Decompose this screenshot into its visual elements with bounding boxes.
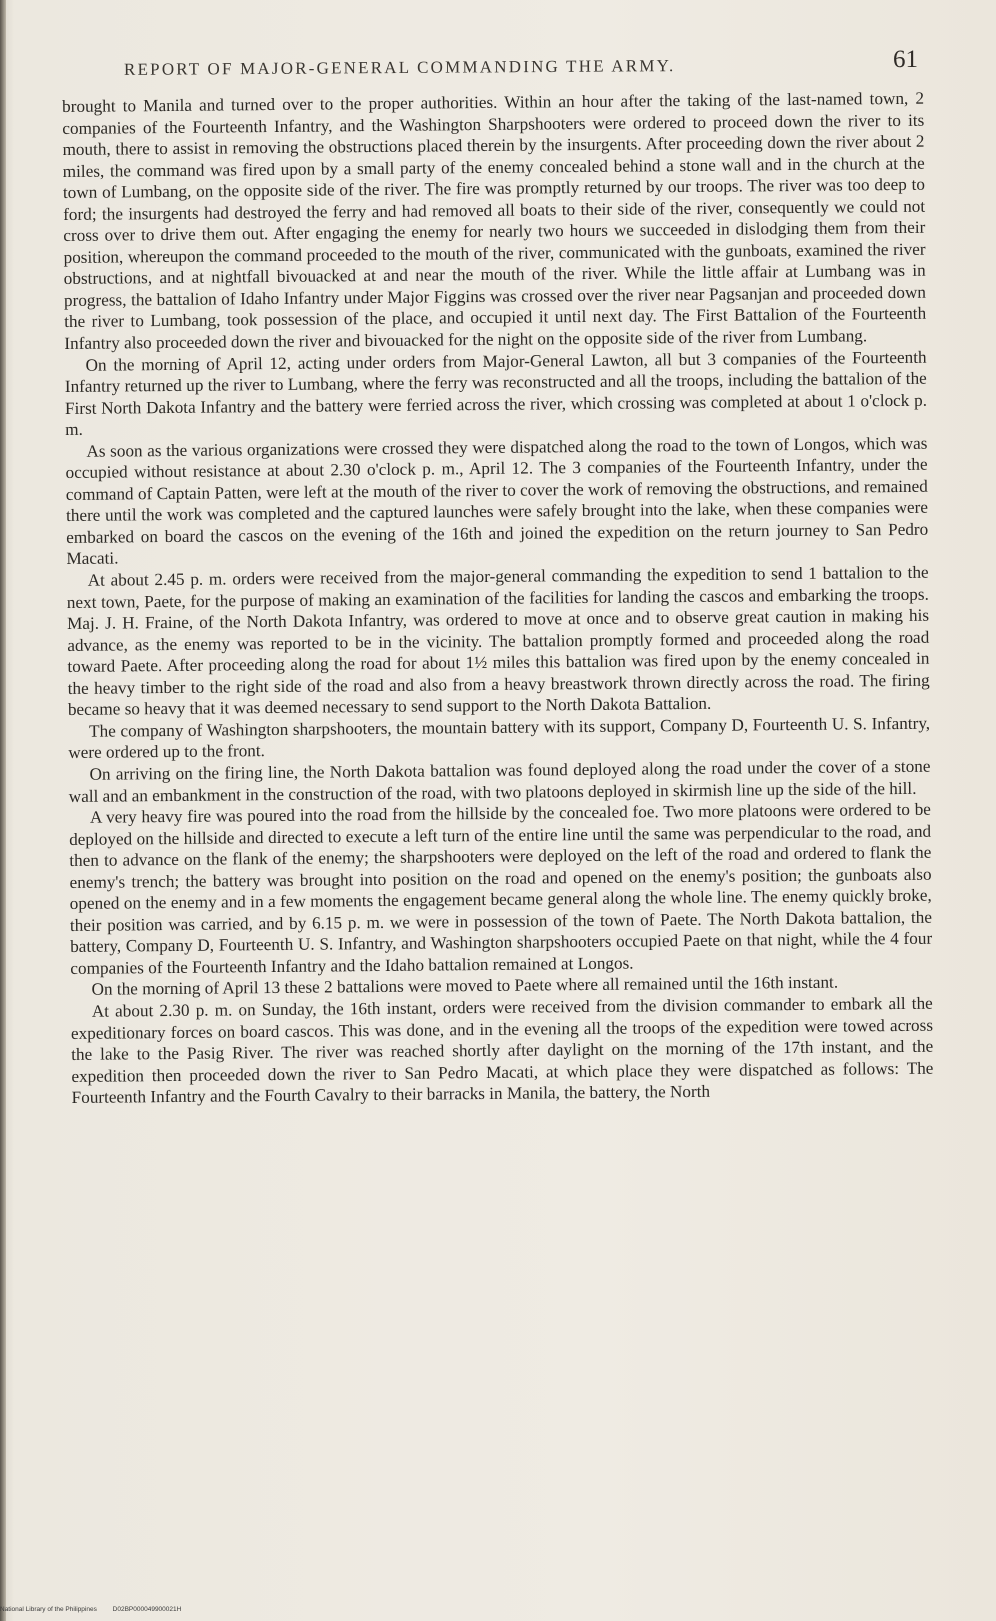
library-credit: National Library of the Philippines (0, 1606, 97, 1613)
paragraph: On arriving on the firing line, the North Dakota battalion was found deployed along the road under the cover of a stone wall and an embankment in the construction of the road, with two platoons deployed in skirmish line up the side of the hill. (68, 756, 931, 806)
running-title: REPORT OF MAJOR-GENERAL COMMANDING THE ARMY. (123, 56, 676, 79)
paragraph: At about 2.30 p. m. on Sunday, the 16th instant, orders were received from the division commander to embark all the expeditionary forces on board cascos. This was done, and in the evening all the troops of the expedition were towed across the lake to the Pasig River. The river was reached shortly after daylight on the morning of the 17th instant, and the expedition then proceeded down the river to San Pedro Macati, at which place they were dispatched as follows: The Fourteenth Infantry and the Fourth Cavalry to their barracks in Manila, the battery, the North (70, 993, 934, 1108)
page-number: 61 (893, 46, 918, 73)
scan-identifier: D02BP000049900021H (112, 1606, 182, 1613)
body-text (62, 88, 934, 1109)
paragraph: A very heavy fire was poured into the road from the hillside by the concealed foe. Two more platoons were ordered to be deployed on the hillside and directed to execute a left turn of the entire line until the same was perpendicular to the road, and then to advance on the flank of the enemy; the sharpshooters were deployed on the left of the road and ordered to flank the enemy's trench; the battery was brought into position on the road and opened on the enemy's position; the gunboats also opened on the enemy and in a few moments the engagement became general along the whole line. The enemy quickly broke, their position was carried, and by 6.15 p. m. we were in possession of the town of Paete. The North Dakota battalion, the battery, Company D, Fourteenth U. S. Infantry, and Washington sharpshooters occupied Paete on that night, while the 4 four companies of the Fourteenth Infantry and the Idaho battalion remained at Longos. (69, 799, 933, 978)
page-spine-shadow (0, 0, 6, 1621)
paragraph: The company of Washington sharpshooters, the mountain battery with its support, Company D, Fourteenth U. S. Infantry, were ordered up to the front. (68, 713, 931, 763)
paragraph: On the morning of April 12, acting under orders from Major-General Lawton, all but 3 companies of the Fourteenth Infantry returned up the river to Lumbang, where the ferry was reconstructed and all the troops, including the battalion of the First North Dakota Infantry and the battery were ferried across the river, which crossing was completed at about 1 o'clock p. m. (64, 347, 928, 440)
scan-footer (0, 1606, 195, 1618)
paragraph: On the morning of April 13 these 2 battalions were moved to Paete where all remained until the 16th instant. (91, 973, 839, 1000)
paragraph: As soon as the various organizations were crossed they were dispatched along the road to the town of Longos, which was occupied without resistance at about 2.30 o'clock p. m., April 12. The 3 companies of the Fourteenth Infantry, under the command of Captain Patten, were left at the mouth of the river to cover the work of removing the obstructions, and remained there until the work was completed and the captured launches were safely brought into the lake, when these companies were embarked on board the cascos on the evening of the 16th and joined the expedition on the return journey to San Pedro Macati. (65, 433, 929, 569)
running-header (60, 44, 922, 90)
paragraph: At about 2.45 p. m. orders were received from the major-general commanding the expedition to send 1 battalion to the next town, Paete, for the purpose of making an examination of the facilities for landing the cascos and embarking the troops. Maj. J. H. Fraine, of the North Dakota Infantry, was ordered to move at once and to observe great caution in making his advance, as the enemy was reported to be in the vicinity. The battalion promptly formed and proceeded along the road toward Paete. After proceeding along the road for about 1½ miles this battalion was fired upon by the enemy concealed in the heavy timber to the right side of the road and also from a heavy breastwork thrown directly across the road. The firing became so heavy that it was deemed necessary to send support to the North Dakota Battalion. (66, 562, 930, 720)
paragraph: brought to Manila and turned over to the proper authorities. Within an hour after the taking of the last-named town, 2 companies of the Fourteenth Infantry, and the Washington Sharpshooters were ordered to proceed down the river to its mouth, there to assist in removing the obstructions placed therein by the insurgents. After proceeding down the river about 2 miles, the command was fired upon by a small party of the enemy concealed behind a stone wall and in the church at the town of Lumbang, on the opposite side of the river. The fire was promptly returned by our troops. The river was too deep to ford; the insurgents had destroyed the ferry and had removed all boats to their side of the river, consequently we could not cross over to drive them out. After engaging the enemy for nearly two hours we succeeded in dislodging them from their position, whereupon the command proceeded to the mouth of the river, communicated with the gunboats, examined the river obstructions, and at nightfall bivouacked at and near the mouth of the river. While the little affair at Lumbang was in progress, the battalion of Idaho Infantry under Major Figgins was crossed over the river near Pagsanjan and proceeded down the river to Lumbang, took possession of the place, and occupied it until next day. The First Battalion of the Fourteenth Infantry also proceeded down the river and bivouacked for the night on the opposite side of the river from Lumbang. (62, 88, 927, 354)
